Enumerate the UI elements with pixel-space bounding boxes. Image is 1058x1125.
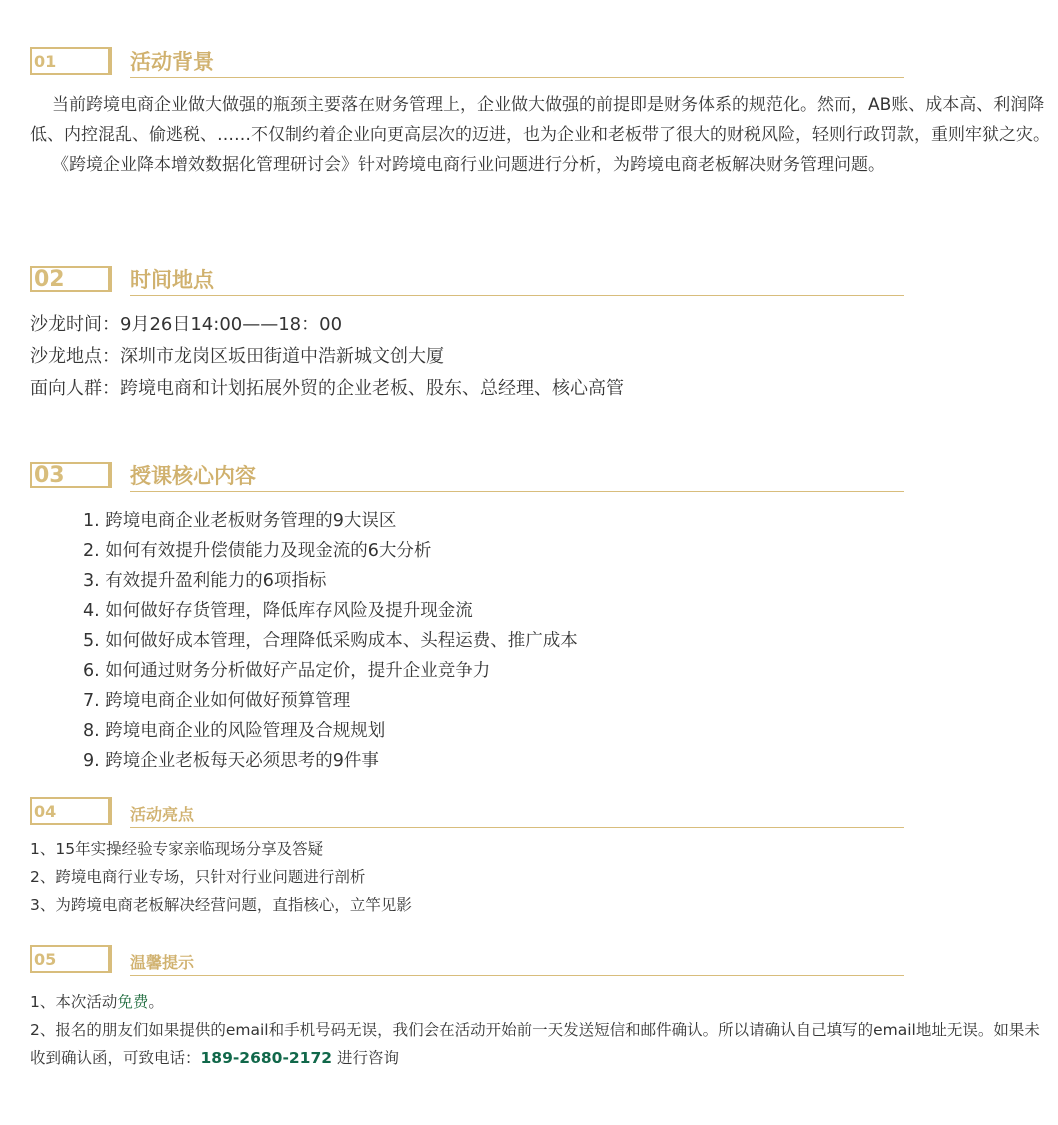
highlight-item: 2、跨境电商行业专场，只针对行业问题进行剖析 <box>30 868 366 886</box>
list-item: 1. 跨境电商企业老板财务管理的9大误区 <box>83 511 397 531</box>
section-divider <box>130 491 904 492</box>
tip-suffix: 进行咨询 <box>332 1049 399 1067</box>
salon-time: 沙龙时间：9月26日14:00——18：00 <box>30 314 343 335</box>
highlight-item: 3、为跨境电商老板解决经营问题，直指核心，立竿见影 <box>30 896 412 914</box>
target-audience: 面向人群：跨境电商和计划拓展外贸的企业老板、股东、总经理、核心高管 <box>30 378 624 399</box>
section-header <box>30 44 1050 78</box>
section-title: 活动背景 <box>130 50 214 74</box>
section-activity-background <box>30 44 1050 180</box>
paragraph: 《跨境企业降本增效数据化管理研讨会》针对跨境电商行业问题进行分析，为跨境电商老板解决财务管理问题。 <box>52 155 885 175</box>
paragraph: 当前跨境电商企业做大做强的瓶颈主要落在财务管理上，企业做大做强的前提即是财务体系的规范化。然而，AB账、成本高、利润降低、内控混乱、偷逃税、……不仅制约着企业向更高层次的迈进，也为企业和老板带了很大的财税风险，轻则行政罚款，重则牢狱之灾。 <box>30 95 1050 145</box>
section-core-content <box>30 458 1050 776</box>
section-tips <box>30 942 1050 1072</box>
tip-suffix: 。 <box>148 993 164 1011</box>
list-item: 5. 如何做好成本管理，合理降低采购成本、头程运费、推广成本 <box>83 631 578 651</box>
free-highlight: 免费 <box>117 993 149 1011</box>
list-item: 4. 如何做好存货管理，降低库存风险及提升现金流 <box>83 601 473 621</box>
section-number: 01 <box>30 47 112 75</box>
section-divider <box>130 975 904 976</box>
tip-free <box>30 988 1050 1016</box>
section-header <box>30 458 1050 492</box>
section-divider <box>130 295 904 296</box>
section-divider <box>130 827 904 828</box>
section-title: 温馨提示 <box>130 953 195 972</box>
section-title: 时间地点 <box>130 268 214 292</box>
list-item: 6. 如何通过财务分析做好产品定价，提升企业竞争力 <box>83 661 491 681</box>
course-list <box>30 506 1050 776</box>
section-header <box>30 794 1050 828</box>
list-item: 7. 跨境电商企业如何做好预算管理 <box>83 691 351 711</box>
section-title: 授课核心内容 <box>130 464 256 488</box>
section-header <box>30 262 1050 296</box>
section-title: 活动亮点 <box>130 805 195 824</box>
list-item: 3. 有效提升盈利能力的6项指标 <box>83 571 327 591</box>
section-number: 05 <box>30 945 112 973</box>
section-number: 03 <box>30 462 112 488</box>
section-number: 02 <box>30 266 112 292</box>
highlight-item: 1、15年实操经验专家亲临现场分享及答疑 <box>30 840 324 858</box>
list-item: 8. 跨境电商企业的风险管理及合规规划 <box>83 721 386 741</box>
list-item: 2. 如何有效提升偿债能力及现金流的6大分析 <box>83 541 432 561</box>
section-divider <box>130 77 904 78</box>
tip-contact <box>30 1016 1050 1072</box>
tip-prefix: 1、本次活动 <box>30 993 118 1011</box>
tip-text: 2、报名的朋友们如果提供的email和手机号码无误，我们会在活动开始前一天发送短信和邮件确认。所以请确认自己填写的email地址无误。如果未收到确认函，可致电话： <box>30 1021 1040 1067</box>
section-time-location <box>30 262 1050 405</box>
section-header <box>30 942 1050 976</box>
salon-location: 沙龙地点：深圳市龙岗区坂田街道中浩新城文创大厦 <box>30 346 444 367</box>
list-item: 9. 跨境企业老板每天必须思考的9件事 <box>83 751 379 771</box>
phone-number[interactable]: 189-2680-2172 <box>200 1049 333 1067</box>
section-highlights <box>30 794 1050 919</box>
section-number: 04 <box>30 797 112 825</box>
